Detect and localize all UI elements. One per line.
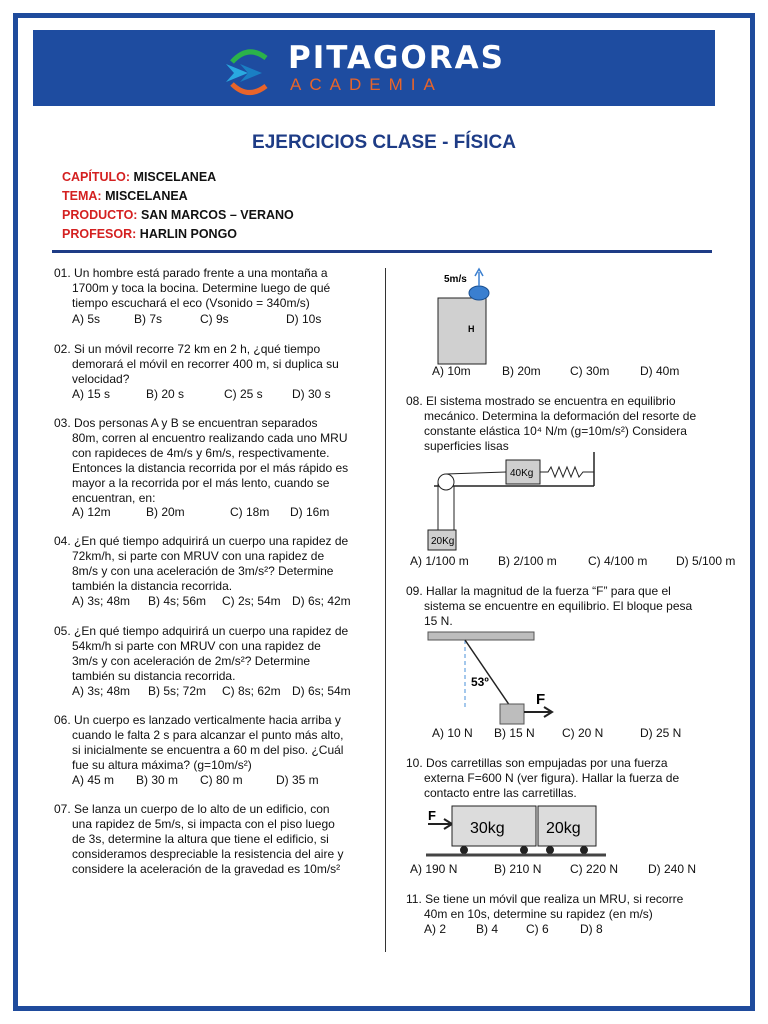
building-rect: [438, 298, 486, 364]
question-03: 03. Dos personas A y B se encuentran separados 80m, corren al encuentro realizando cada uno MRU con rapideces de 4m/s y 6m/s, respectivamente. Entonces la distancia recorrida por el más rápido es mayor a la recorrida por el más lento, cuando se encuentran, en:: [54, 416, 349, 505]
question-02: 02. Si un móvil recorre 72 km en 2 h, ¿qué tiempo demorará el móvil en recorrer 400 m, si duplica su velocidad?: [54, 342, 339, 386]
question-07-options: A) 10m B) 20m C) 30m D) 40m: [432, 364, 680, 378]
question-01-options: A) 5s B) 7s C) 9s D) 10s: [72, 312, 322, 326]
question-06: 06. Un cuerpo es lanzado verticalmente hacia arriba y cuando le falta 2 s para alcanzar el punto más alto, si inicialmente se encuentra a 60 m del piso. ¿Cuál fue su altura máxima? (g=10m/s²): [54, 713, 344, 772]
question-08: 08. El sistema mostrado se encuentra en equilibrio mecánico. Determina la deformación del resorte de constante elástica 10⁴ N/m (g=10m/s²) Considera superficies lisas: [406, 394, 697, 453]
question-11-options: A) 2 B) 4 C) 6 D) 8: [424, 922, 603, 936]
question-09: 09. Hallar la magnitud de la fuerza “F” para que el sistema se encuentre en equilibrio. El bloque pesa 15 N.: [406, 584, 693, 628]
rope-horizontal: [446, 472, 506, 474]
ball-shape: [469, 286, 489, 300]
meta-tema: TEMA: MISCELANEA: [62, 189, 188, 203]
question-10-options: A) 190 N B) 210 N C) 220 N D) 240 N: [410, 862, 697, 876]
force-label: F: [536, 691, 546, 708]
block-40kg-label: 40Kg: [510, 468, 534, 479]
meta-profesor: PROFESOR: HARLIN PONGO: [62, 227, 238, 241]
wheel: [520, 846, 528, 854]
wheel: [546, 846, 554, 854]
meta-producto: PRODUCTO: SAN MARCOS – VERANO: [62, 208, 294, 222]
angle-label: 53º: [471, 675, 489, 689]
header-divider: [52, 250, 712, 253]
question-07: 07. Se lanza un cuerpo de lo alto de un edificio, con una rapidez de 5m/s, si impacta con el piso luego de 3s, determine la altura que tiene el edificio, si consideramos despreciable la resistencia del aire y considere la aceleración de la gravedad es 10m/s²: [54, 802, 344, 876]
pulley-shape: [438, 474, 454, 490]
force-figure: [424, 630, 564, 726]
column-divider: [385, 268, 386, 952]
question-06-options: A) 45 m B) 30 m C) 80 m D) 35 m: [72, 773, 319, 787]
question-03-options: A) 12m B) 20m C) 18m D) 16m: [72, 505, 330, 519]
pitagoras-logo-icon: [222, 44, 274, 96]
building-figure: [430, 266, 510, 366]
height-label: H: [468, 324, 475, 334]
block-20kg-label: 20Kg: [431, 536, 455, 547]
question-09-options: A) 10 N B) 15 N C) 20 N D) 25 N: [432, 726, 682, 740]
question-05-options: A) 3s; 48m B) 5s; 72m C) 8s; 62m D) 6s; 54m: [72, 684, 351, 698]
wheel: [460, 846, 468, 854]
question-02-options: A) 15 s B) 20 s C) 25 s D) 30 s: [72, 387, 331, 401]
wheel: [580, 846, 588, 854]
question-11: 11. Se tiene un móvil que realiza un MRU, si recorre 40m en 10s, determine su rapidez (en m/s): [406, 892, 684, 921]
brand-name: PITAGORAS: [288, 40, 505, 76]
meta-capitulo: CAPÍTULO: MISCELANEA: [62, 170, 217, 184]
question-01: 01. Un hombre está parado frente a una montaña a 1700m y toca la bocina. Determine luego de qué tiempo escuchará el eco (Vsonido = 340m/s): [54, 266, 331, 310]
question-04: 04. ¿En qué tiempo adquirirá un cuerpo una rapidez de 72km/h, si parte con MRUV con una rapidez de 8m/s y con una aceleración de 3m/s²? Determine también la distancia recorrida.: [54, 534, 349, 593]
cart-20kg-label: 20kg: [546, 820, 581, 837]
question-08-options: A) 1/100 m B) 2/100 m C) 4/100 m D) 5/100 m: [410, 554, 736, 568]
rope-line: [465, 640, 510, 706]
cart-30kg-label: 30kg: [470, 820, 505, 837]
question-10: 10. Dos carretillas son empujadas por una fuerza externa F=600 N (ver figura). Hallar la fuerza de contacto entre las carretillas.: [406, 756, 680, 800]
carts-figure: [424, 802, 614, 862]
speed-label: 5m/s: [444, 274, 467, 285]
pulley-figure: [424, 452, 604, 552]
hanging-block: [500, 704, 524, 724]
question-05: 05. ¿En qué tiempo adquirirá un cuerpo una rapidez de 54km/h si parte con MRUV con una rapidez de 3m/s y con aceleración de 2m/s²? Determine también su distancia recorrida.: [54, 624, 349, 683]
page-title: EJERCICIOS CLASE - FÍSICA: [252, 132, 516, 153]
spring-shape: [540, 467, 594, 477]
brand-subtitle: ACADEMIA: [290, 75, 443, 94]
question-04-options: A) 3s; 48m B) 4s; 56m C) 2s; 54m D) 6s; 42m: [72, 594, 351, 608]
push-force-label: F: [428, 808, 436, 823]
ceiling-bar: [428, 632, 534, 640]
